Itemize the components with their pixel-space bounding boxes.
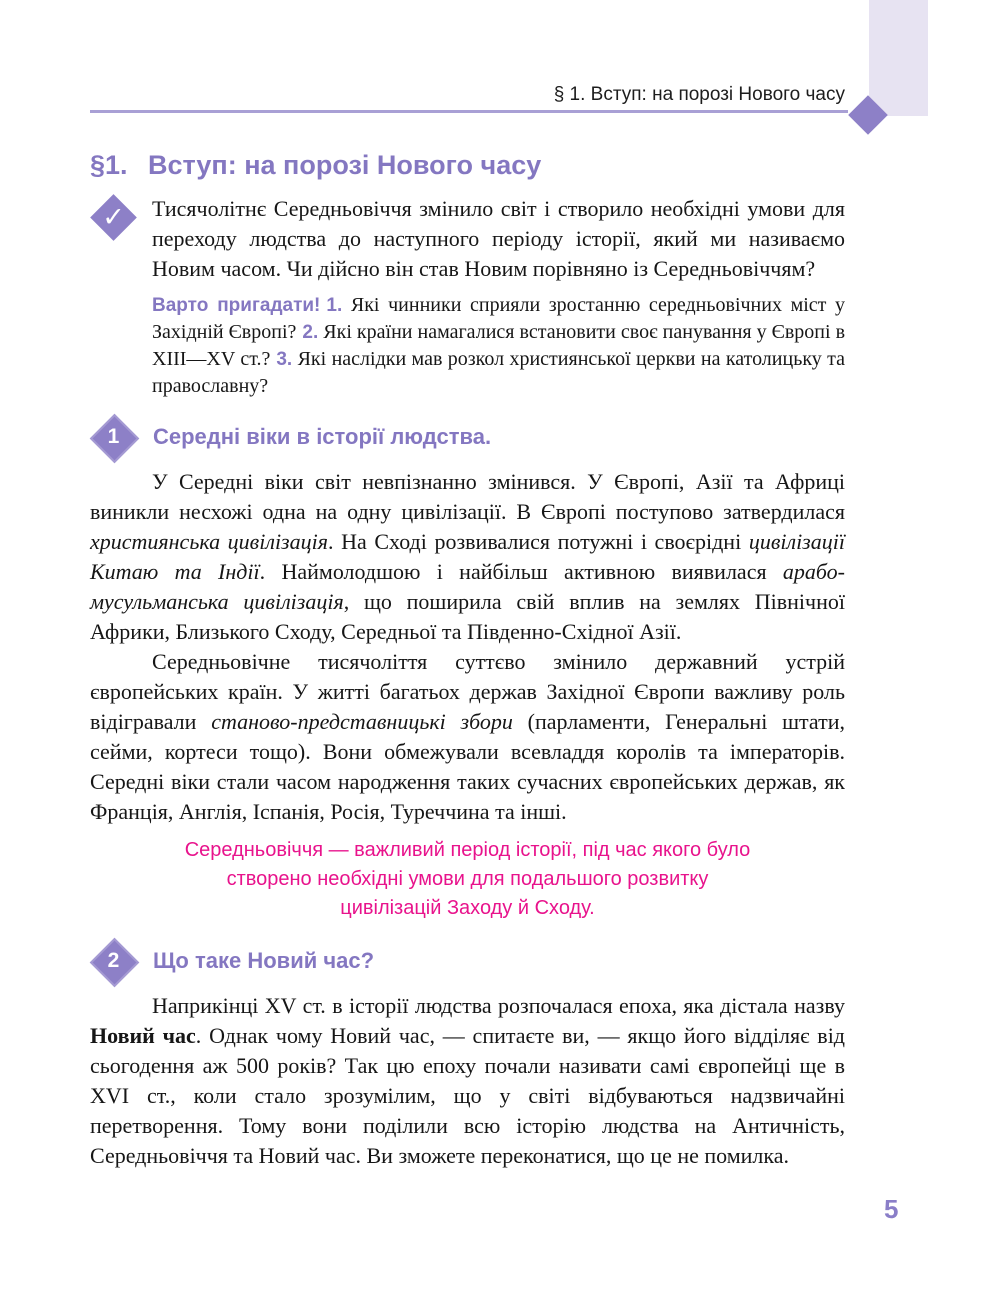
section-1-diamond-badge bbox=[90, 414, 137, 461]
section-2-title: Що таке Новий час? bbox=[153, 948, 375, 973]
page-number: 5 bbox=[884, 1194, 899, 1224]
paragraph-title-number: §1. bbox=[90, 150, 128, 180]
text-run-italic: християнська цивілізація bbox=[90, 529, 328, 554]
page-content bbox=[90, 148, 845, 1171]
text-run: . Наймолодшою і найбільш активною виявилася bbox=[259, 559, 783, 584]
section-2-paragraph-1 bbox=[90, 991, 845, 1171]
text-run-italic: арабо-мусульманська цивілізація bbox=[90, 559, 845, 614]
question-2-text: Які країни намагалися встановити своє панування у Європі в XIII—XV ст.? bbox=[152, 321, 846, 370]
paragraph-title-text: Вступ: на порозі Нового часу bbox=[148, 150, 542, 180]
paragraph-title bbox=[90, 148, 845, 182]
question-1-number: 1. bbox=[326, 295, 343, 316]
definition-block: Середньовіччя — важливий період історії, під час якого було створено необхідні умови для подальшого розвитку цивілізацій Заходу й Сходу. bbox=[184, 839, 751, 919]
text-run: , що поширила свій вплив на землях Північної Африки, Близького Сходу, Середньої та Південно-Східної Азії. bbox=[90, 589, 845, 644]
corner-band bbox=[869, 0, 928, 116]
check-glyph: ✓ bbox=[102, 202, 125, 233]
question-2-number: 2. bbox=[302, 322, 319, 343]
question-3-text: Які наслідки мав розкол християнської церкви на католицьку та православну? bbox=[152, 348, 845, 397]
text-run: . Однак чому Новий час, — спитаєте ви, — якщо його відділяє від сьогодення аж 500 років? Так цю епоху почали називати самі європейці ще в XVI ст., коли стало зрозумілим, що у світі відбуваються надзвичайні перетворення. Тому вони поділили всю історію людства на Античність, Середньовіччя та Новий час. Ви зможете переконатися, що це не помилка. bbox=[90, 1023, 845, 1168]
recall-block bbox=[152, 292, 845, 399]
header-divider bbox=[90, 110, 848, 113]
text-run: У Середні віки світ невпізнанно змінився. У Європі, Азії та Африці виникли несхожі одна на одну цивілізації. В Європі поступово затвердилася bbox=[90, 469, 845, 524]
section-1-paragraph-1 bbox=[90, 467, 845, 647]
intro-block bbox=[90, 194, 845, 284]
section-1-number: 1 bbox=[107, 425, 120, 448]
text-run: . На Сході розвивалися потужні і своєрідні bbox=[327, 529, 749, 554]
running-head: § 1. Вступ: на порозі Нового часу bbox=[553, 84, 845, 105]
section-1-paragraph-2 bbox=[90, 647, 845, 827]
text-run: Наприкінці XV ст. в історії людства розпочалася епоха, яка дістала назву bbox=[152, 993, 845, 1018]
section-2-heading bbox=[90, 937, 845, 985]
recall-label: Варто пригадати! bbox=[152, 295, 321, 316]
question-3-number: 3. bbox=[276, 349, 293, 370]
section-2-diamond-badge bbox=[90, 938, 137, 985]
question-1-text: Які чинники сприяли зростанню середньовічних міст у Західній Європі? bbox=[152, 294, 846, 343]
text-run: (парламенти, Генеральні штати, сейми, кортеси тощо). Вони обмежували всевладдя королів та імператорів. Середні віки стали часом народження таких сучасних європейських держав, як Франція, Англія, Іспанія, Росія, Туреччина та інші. bbox=[90, 709, 845, 824]
text-run: Середньовічне тисячоліття суттєво змінило державний устрій європейських країн. У житті багатьох держав Західної Європи важливу роль відігравали bbox=[90, 649, 845, 734]
section-1-title: Середні віки в історії людства. bbox=[153, 424, 492, 449]
check-diamond-icon bbox=[90, 194, 152, 242]
text-run-italic: станово-представницькі збори bbox=[211, 709, 513, 734]
section-1-heading bbox=[90, 413, 845, 461]
section-2-number: 2 bbox=[107, 949, 120, 972]
intro-text: Тисячолітнє Середньовіччя змінило світ і створило необхідні умови для переходу людства до наступного періоду історії, який ми називаємо Новим часом. Чи дійсно він став Новим порівняно із Середньовіччям? bbox=[152, 196, 845, 281]
text-run-bold: Новий час bbox=[90, 1023, 196, 1048]
text-run-italic: цивілізації Китаю та Індії bbox=[90, 529, 845, 584]
